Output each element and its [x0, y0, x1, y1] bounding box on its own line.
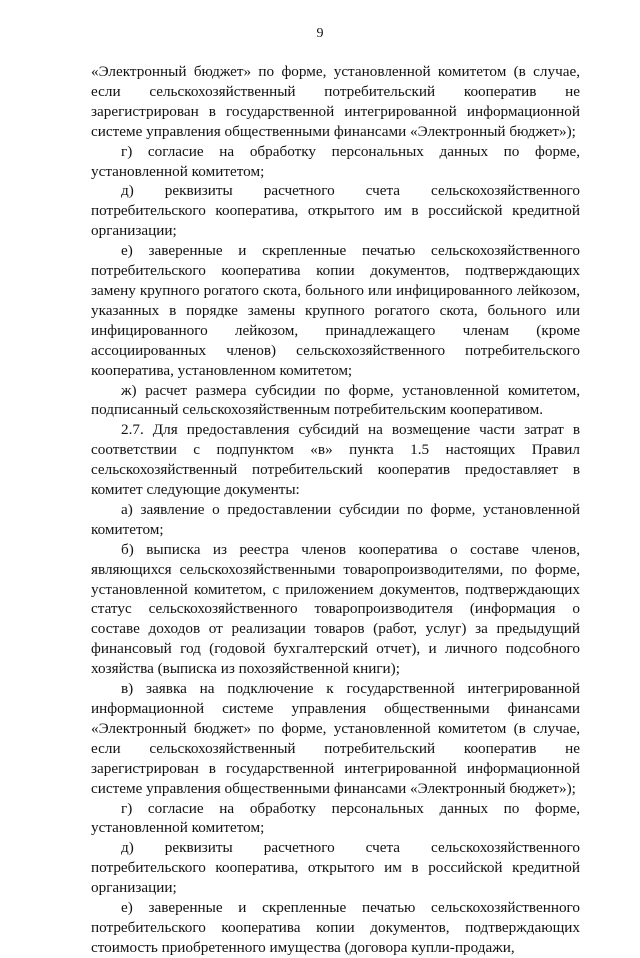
document-body [91, 62, 580, 958]
paragraph-item-e-certified-copies: е) заверенные и скрепленные печатью сельскохозяйственного потребительского кооператива копии документов, подтверждающих замену крупного рогатого скота, больного или инфицированного лейкозом, указанных в порядке замены крупного рогатого скота, больного или инфицированного лейкозом, принадлежащего членам (кроме ассоциированных членов) сельскохозяйственного потребительского кооператива, установленном комитетом; [91, 242, 580, 379]
paragraph-section-2-7: 2.7. Для предоставления субсидий на возмещение части затрат в соответствии с подпунктом «в» пункта 1.5 настоящих Правил сельскохозяйственный потребительский кооператив предоставляет в комитет следующие документы: [91, 421, 580, 499]
paragraph-continuation-electronic-budget: «Электронный бюджет» по форме, установленной комитетом (в случае, если сельскохозяйственный потребительский кооператив не зарегистрирован в государственной интегрированной информационной системе управления общественными финансами «Электронный бюджет»); [91, 63, 580, 140]
paragraph-item-v-connection-request: в) заявка на подключение к государственной интегрированной информационной системе управления общественными финансами «Электронный бюджет» по форме, установленной комитетом (в случае, если сельскохозяйственный потребительский кооператив не зарегистрирован в государственной интегрированной информационной системе управления общественными финансами «Электронный бюджет»); [91, 680, 580, 797]
paragraph-item-d-bank-details-2: д) реквизиты расчетного счета сельскохозяйственного потребительского кооператива, открытого им в российской кредитной организации; [91, 839, 580, 897]
paragraph-item-a-application: а) заявление о предоставлении субсидии по форме, установленной комитетом; [91, 500, 580, 538]
paragraph-item-e-certified-copies-2: е) заверенные и скрепленные печатью сельскохозяйственного потребительского кооператива копии документов, подтверждающих стоимость приобретенного имущества (договора купли-продажи, [91, 899, 580, 956]
paragraph-item-zh-subsidy-calculation: ж) расчет размера субсидии по форме, установленной комитетом, подписанный сельскохозяйственным потребительским кооперативом. [91, 381, 580, 419]
paragraph-item-d-bank-details: д) реквизиты расчетного счета сельскохозяйственного потребительского кооператива, открытого им в российской кредитной организации; [91, 182, 580, 240]
paragraph-item-g-consent-2: г) согласие на обработку персональных данных по форме, установленной комитетом; [91, 799, 580, 837]
paragraph-item-b-member-registry: б) выписка из реестра членов кооператива о составе членов, являющихся сельскохозяйственными товаропроизводителями, по форме, установленной комитетом, с приложением документов, подтверждающих статус сельскохозяйственного товаропроизводителя (информация о составе доходов от реализации товаров (работ, услуг) за предыдущий финансовый год (годовой бухгалтерский отчет), и личного подсобного хозяйства (выписка из похозяйственной книги); [91, 540, 580, 678]
page-number: 9 [316, 26, 324, 41]
paragraph-item-g-consent: г) согласие на обработку персональных данных по форме, установленной комитетом; [91, 142, 580, 180]
